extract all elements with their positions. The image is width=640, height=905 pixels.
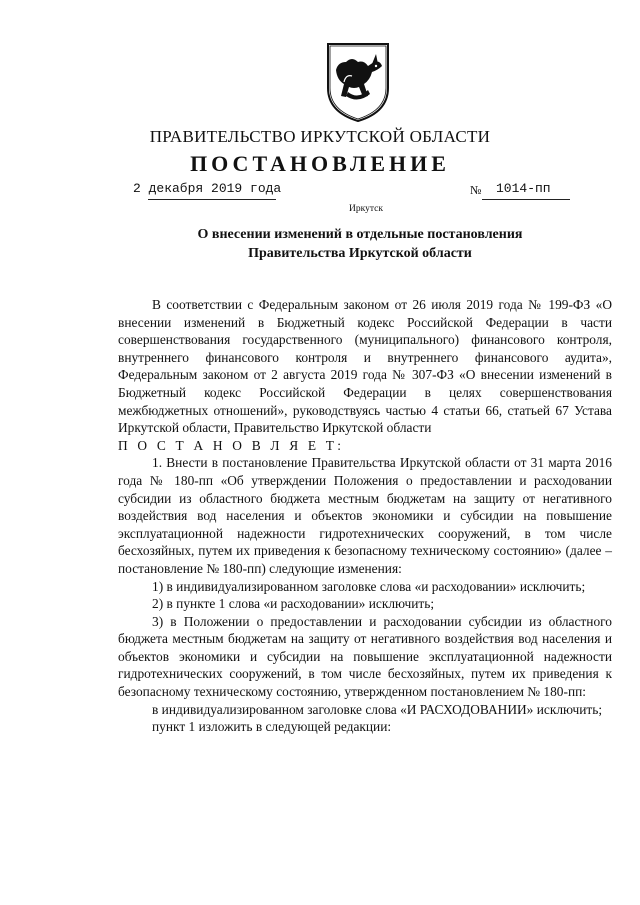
document-title	[0, 225, 640, 263]
document-date: 2 декабря 2019 года	[133, 181, 282, 196]
subitem-3a-paragraph: в индивидуализированном заголовке слова «И РАСХОДОВАНИИ» исключить;	[152, 701, 603, 717]
document-type: ПОСТАНОВЛЕНИЕ	[190, 151, 450, 176]
organization-name: ПРАВИТЕЛЬСТВО ИРКУТСКОЙ ОБЛАСТИ	[149, 127, 491, 146]
item-1-paragraph: 1. Внести в постановление Правительства Иркутской области от 31 марта 2016 года № 180-пп «Об утверждении Положения о предоставлении и расходовании субсидии из областного бюджета местным бюджетам на защиту от негативного воздействия вод населения и объектов экономики и субсидии на повышение эксплуатационной надежности гидротехнических сооружений, в том числе бесхозяйных, путем их приведения к безопасному техническому состоянию» (далее – постановление № 180-пп) следующие изменения:	[118, 455, 612, 576]
title-line-1: О внесении изменений в отдельные постановления	[197, 227, 523, 242]
number-sign: №	[470, 183, 482, 197]
date-underline	[148, 199, 276, 200]
subitem-1-paragraph: 1) в индивидуализированном заголовке слова «и расходовании» исключить;	[152, 578, 586, 594]
decree-word: П О С Т А Н О В Л Я Е Т:	[118, 437, 345, 453]
subitem-3-paragraph: 3) в Положении о предоставлении и расходовании субсидии из областного бюджета местным бюджетам на защиту от негативного воздействия вод населения и объектов экономики и субсидии на повышение эксплуатационной надежности гидротехнических сооружений, в том числе бесхозяйных, путем их приведения к безопасному техническому состоянию, утвержденном постановлением № 180-пп:	[118, 613, 612, 700]
city-label: Иркутск	[349, 204, 383, 214]
document-number: 1014-пп	[496, 181, 551, 196]
coat-of-arms-icon	[322, 40, 394, 124]
subitem-2-paragraph: 2) в пункте 1 слова «и расходовании» исключить;	[152, 596, 435, 612]
preamble-paragraph: В соответствии с Федеральным законом от 26 июля 2019 года № 199-ФЗ «О внесении изменений в Бюджетный кодекс Российской Федерации в части совершенствования государственного (муниципального) финансового контроля, внутреннего финансового контроля и внутреннего финансового аудита», Федеральным законом от 2 августа 2019 года № 307-ФЗ «О внесении изменений в Бюджетный кодекс Российской Федерации в целях совершенствования межбюджетных отношений», руководствуясь частью 4 статьи 66, статьей 67 Устава Иркутской области, Правительство Иркутской области	[118, 297, 612, 436]
number-underline	[482, 199, 570, 200]
subitem-3b-paragraph: пункт 1 изложить в следующей редакции:	[152, 719, 392, 735]
title-line-2: Правительства Иркутской области	[248, 246, 472, 261]
document-body	[118, 296, 612, 736]
